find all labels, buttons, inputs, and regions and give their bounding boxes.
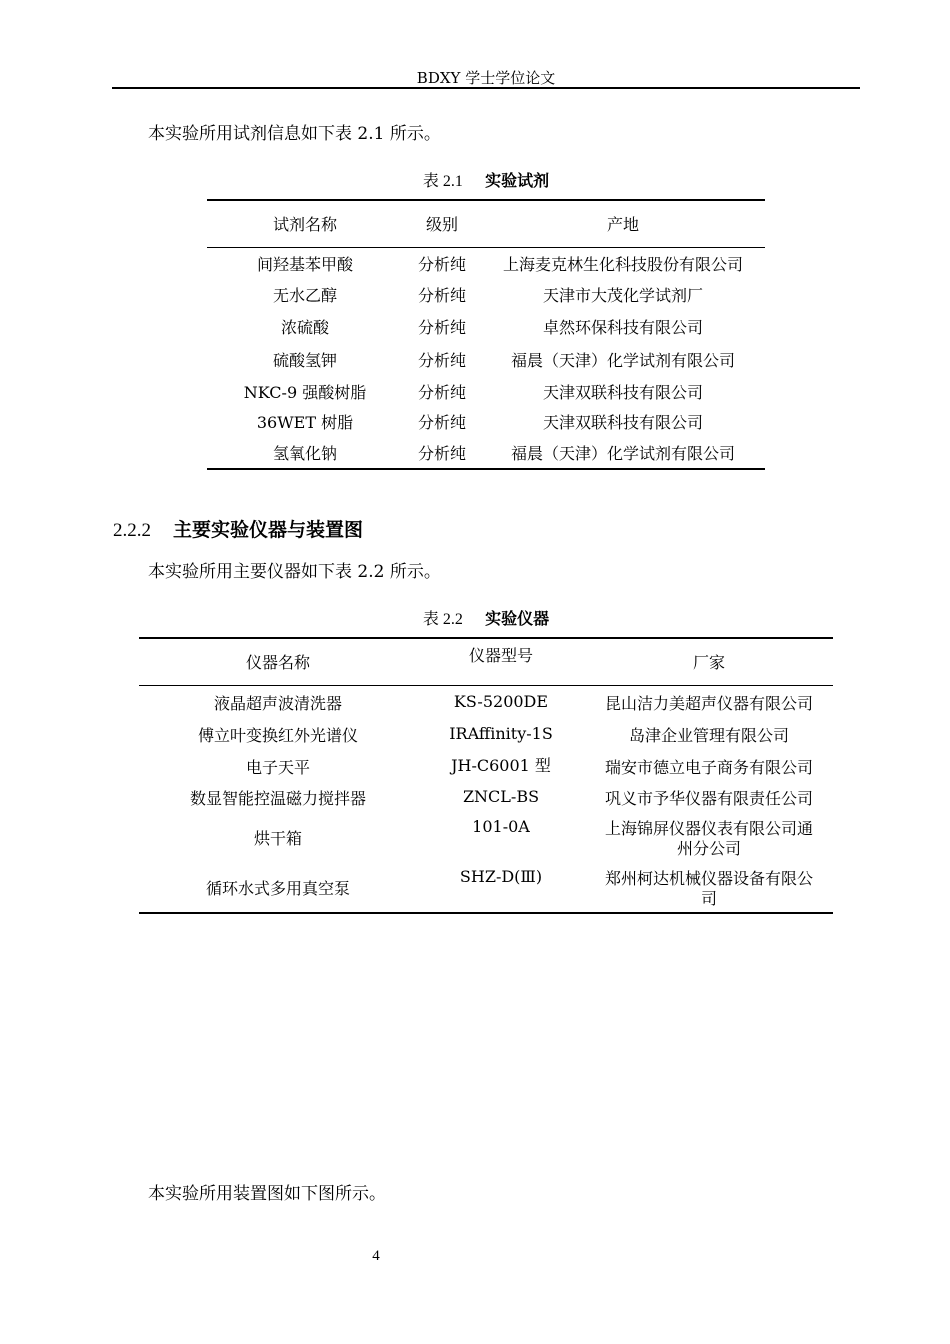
table1-header-cell: 级别 — [425, 215, 458, 234]
table1-top-rule — [207, 199, 765, 201]
instruments-intro: 本实验所用主要仪器如下表 2.2 所示。 — [148, 562, 441, 582]
table2-cell-name: 电子天平 — [245, 758, 310, 777]
table2-caption-title: 实验仪器 — [485, 609, 550, 628]
table1-cell: 分析纯 — [417, 383, 466, 402]
table1-cell: 天津双联科技有限公司 — [542, 383, 703, 402]
table1-header-cell: 产地 — [606, 215, 639, 234]
table1-cell: 上海麦克林生化科技股份有限公司 — [502, 255, 743, 274]
table1-cell: 分析纯 — [417, 413, 466, 432]
table2-cell-maker: 瑞安市德立电子商务有限公司 — [604, 758, 813, 777]
table1-cell: 分析纯 — [417, 351, 466, 370]
table1-cell: 福晨（天津）化学试剂有限公司 — [510, 351, 735, 370]
table2-header-cell: 仪器型号 — [468, 646, 533, 665]
section-title: 主要实验仪器与装置图 — [173, 519, 364, 541]
page-number: 4 — [372, 1248, 380, 1264]
table1-cell: 氢氧化钠 — [272, 444, 337, 463]
table2-cell-model: IRAffinity-1S — [449, 724, 553, 743]
table2-cell-maker: 上海锦屏仪器仪表有限公司通 — [604, 819, 813, 838]
table1-cell: 无水乙醇 — [272, 286, 337, 305]
table2-caption — [0, 606, 950, 629]
reagents-intro: 本实验所用试剂信息如下表 2.1 所示。 — [148, 124, 441, 144]
table1-cell: 浓硫酸 — [280, 318, 329, 337]
table1-cell: 分析纯 — [417, 318, 466, 337]
table1-cell: 卓然环保科技有限公司 — [542, 318, 703, 337]
apparatus-intro: 本实验所用装置图如下图所示。 — [148, 1184, 386, 1204]
table1-cell: 天津双联科技有限公司 — [542, 413, 703, 432]
table2-header-cell: 厂家 — [692, 653, 725, 672]
table1-caption-number: 表 2.1 — [422, 173, 463, 190]
table2-cell-model: SHZ-D(Ⅲ) — [459, 867, 543, 886]
table1-header-rule — [207, 247, 765, 248]
table1-cell: 分析纯 — [417, 286, 466, 305]
section-number: 2.2.2 — [113, 520, 151, 541]
table1-caption-title: 实验试剂 — [485, 171, 550, 190]
table2-bottom-rule — [139, 912, 833, 914]
header-rule — [112, 87, 860, 89]
table2-cell-maker: 岛津企业管理有限公司 — [628, 726, 789, 745]
table2-cell-maker: 州分公司 — [676, 839, 741, 858]
table2-cell-name: 液晶超声波清洗器 — [213, 694, 342, 713]
instruments-table — [139, 637, 833, 917]
table1-cell: 天津市大茂化学试剂厂 — [542, 286, 703, 305]
running-header: BDXY 学士学位论文 — [416, 69, 556, 87]
table2-cell-model: KS-5200DE — [453, 692, 549, 711]
reagents-table — [207, 199, 765, 471]
table2-cell-model: 101-0A — [472, 817, 530, 836]
table1-bottom-rule — [207, 468, 765, 470]
table1-cell: 分析纯 — [417, 255, 466, 274]
table1-cell: 间羟基苯甲酸 — [256, 255, 353, 274]
table2-cell-maker: 郑州柯达机械仪器设备有限公 — [604, 869, 813, 888]
table1-cell: 36WET 树脂 — [256, 413, 354, 432]
table2-cell-model: JH-C6001 型 — [451, 756, 551, 775]
table2-header-rule — [139, 685, 833, 686]
table2-cell-maker: 司 — [700, 889, 717, 908]
section-heading — [113, 515, 363, 542]
table1-header-cell: 试剂名称 — [272, 215, 337, 234]
table2-cell-maker: 昆山洁力美超声仪器有限公司 — [604, 694, 813, 713]
table1-cell: 硫酸氢钾 — [272, 351, 337, 370]
table1-cell: NKC-9 强酸树脂 — [243, 383, 367, 402]
table2-header-cell: 仪器名称 — [245, 653, 310, 672]
table2-cell-name: 傅立叶变换红外光谱仪 — [197, 726, 358, 745]
table2-cell-model: ZNCL-BS — [462, 787, 540, 806]
table2-cell-name: 循环水式多用真空泵 — [205, 879, 350, 898]
table1-cell: 福晨（天津）化学试剂有限公司 — [510, 444, 735, 463]
table2-cell-name: 烘干箱 — [253, 829, 302, 848]
table1-caption — [0, 168, 950, 191]
table2-cell-maker: 巩义市予华仪器有限责任公司 — [604, 789, 813, 808]
table2-top-rule — [139, 637, 833, 639]
table2-caption-number: 表 2.2 — [422, 611, 463, 628]
table2-cell-name: 数显智能控温磁力搅拌器 — [189, 789, 366, 808]
table1-cell: 分析纯 — [417, 444, 466, 463]
